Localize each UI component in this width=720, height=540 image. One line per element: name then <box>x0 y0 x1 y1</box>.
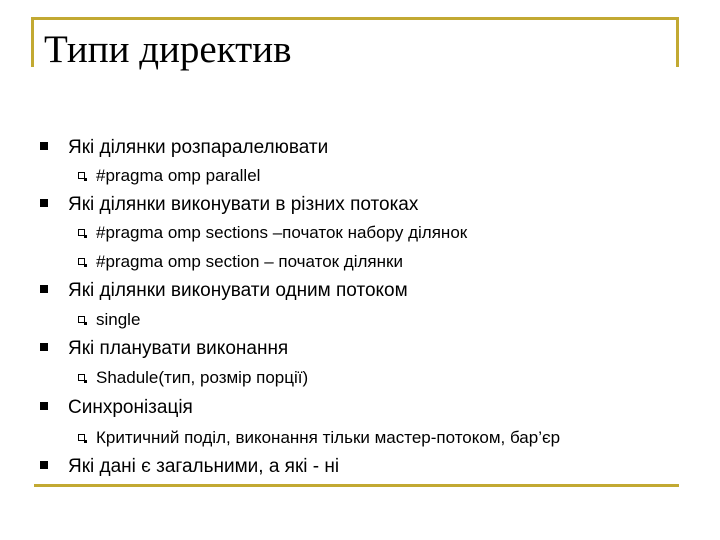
bullet-text: Які ділянки виконувати в різних потоках <box>68 194 419 215</box>
hollow-square-bullet-icon <box>78 229 85 236</box>
square-bullet-icon <box>40 402 48 410</box>
hollow-square-bullet-icon <box>78 374 85 381</box>
bullet-text: Які ділянки виконувати одним потоком <box>68 280 408 301</box>
sub-bullet-text: #pragma omp parallel <box>96 166 261 185</box>
hollow-square-bullet-icon <box>78 434 85 441</box>
square-bullet-icon <box>40 285 48 293</box>
bullet-text: Які дані є загальними, а які - ні <box>68 456 340 477</box>
bullet-text: Синхронізація <box>68 397 193 418</box>
hollow-square-bullet-icon <box>78 258 85 265</box>
bullet-text: Які ділянки розпаралелювати <box>68 137 329 158</box>
slide-title: Типи директив <box>44 28 292 71</box>
square-bullet-icon <box>40 461 48 469</box>
bullet-text: Які планувати виконання <box>68 338 289 359</box>
square-bullet-icon <box>40 199 48 207</box>
sub-bullet-text: single <box>96 310 141 329</box>
hollow-square-bullet-icon <box>78 316 85 323</box>
square-bullet-icon <box>40 142 48 150</box>
sub-bullet-text: #pragma omp section – початок ділянки <box>96 252 403 271</box>
footer-rule <box>34 484 679 487</box>
sub-bullet-text: Критичний поділ, виконання тільки мастер-потоком, бар’єр <box>96 428 561 447</box>
sub-bullet-text: Shadule(тип, розмір порції) <box>96 368 309 387</box>
sub-bullet-text: #pragma omp sections –початок набору ділянок <box>96 223 468 242</box>
hollow-square-bullet-icon <box>78 172 85 179</box>
square-bullet-icon <box>40 343 48 351</box>
